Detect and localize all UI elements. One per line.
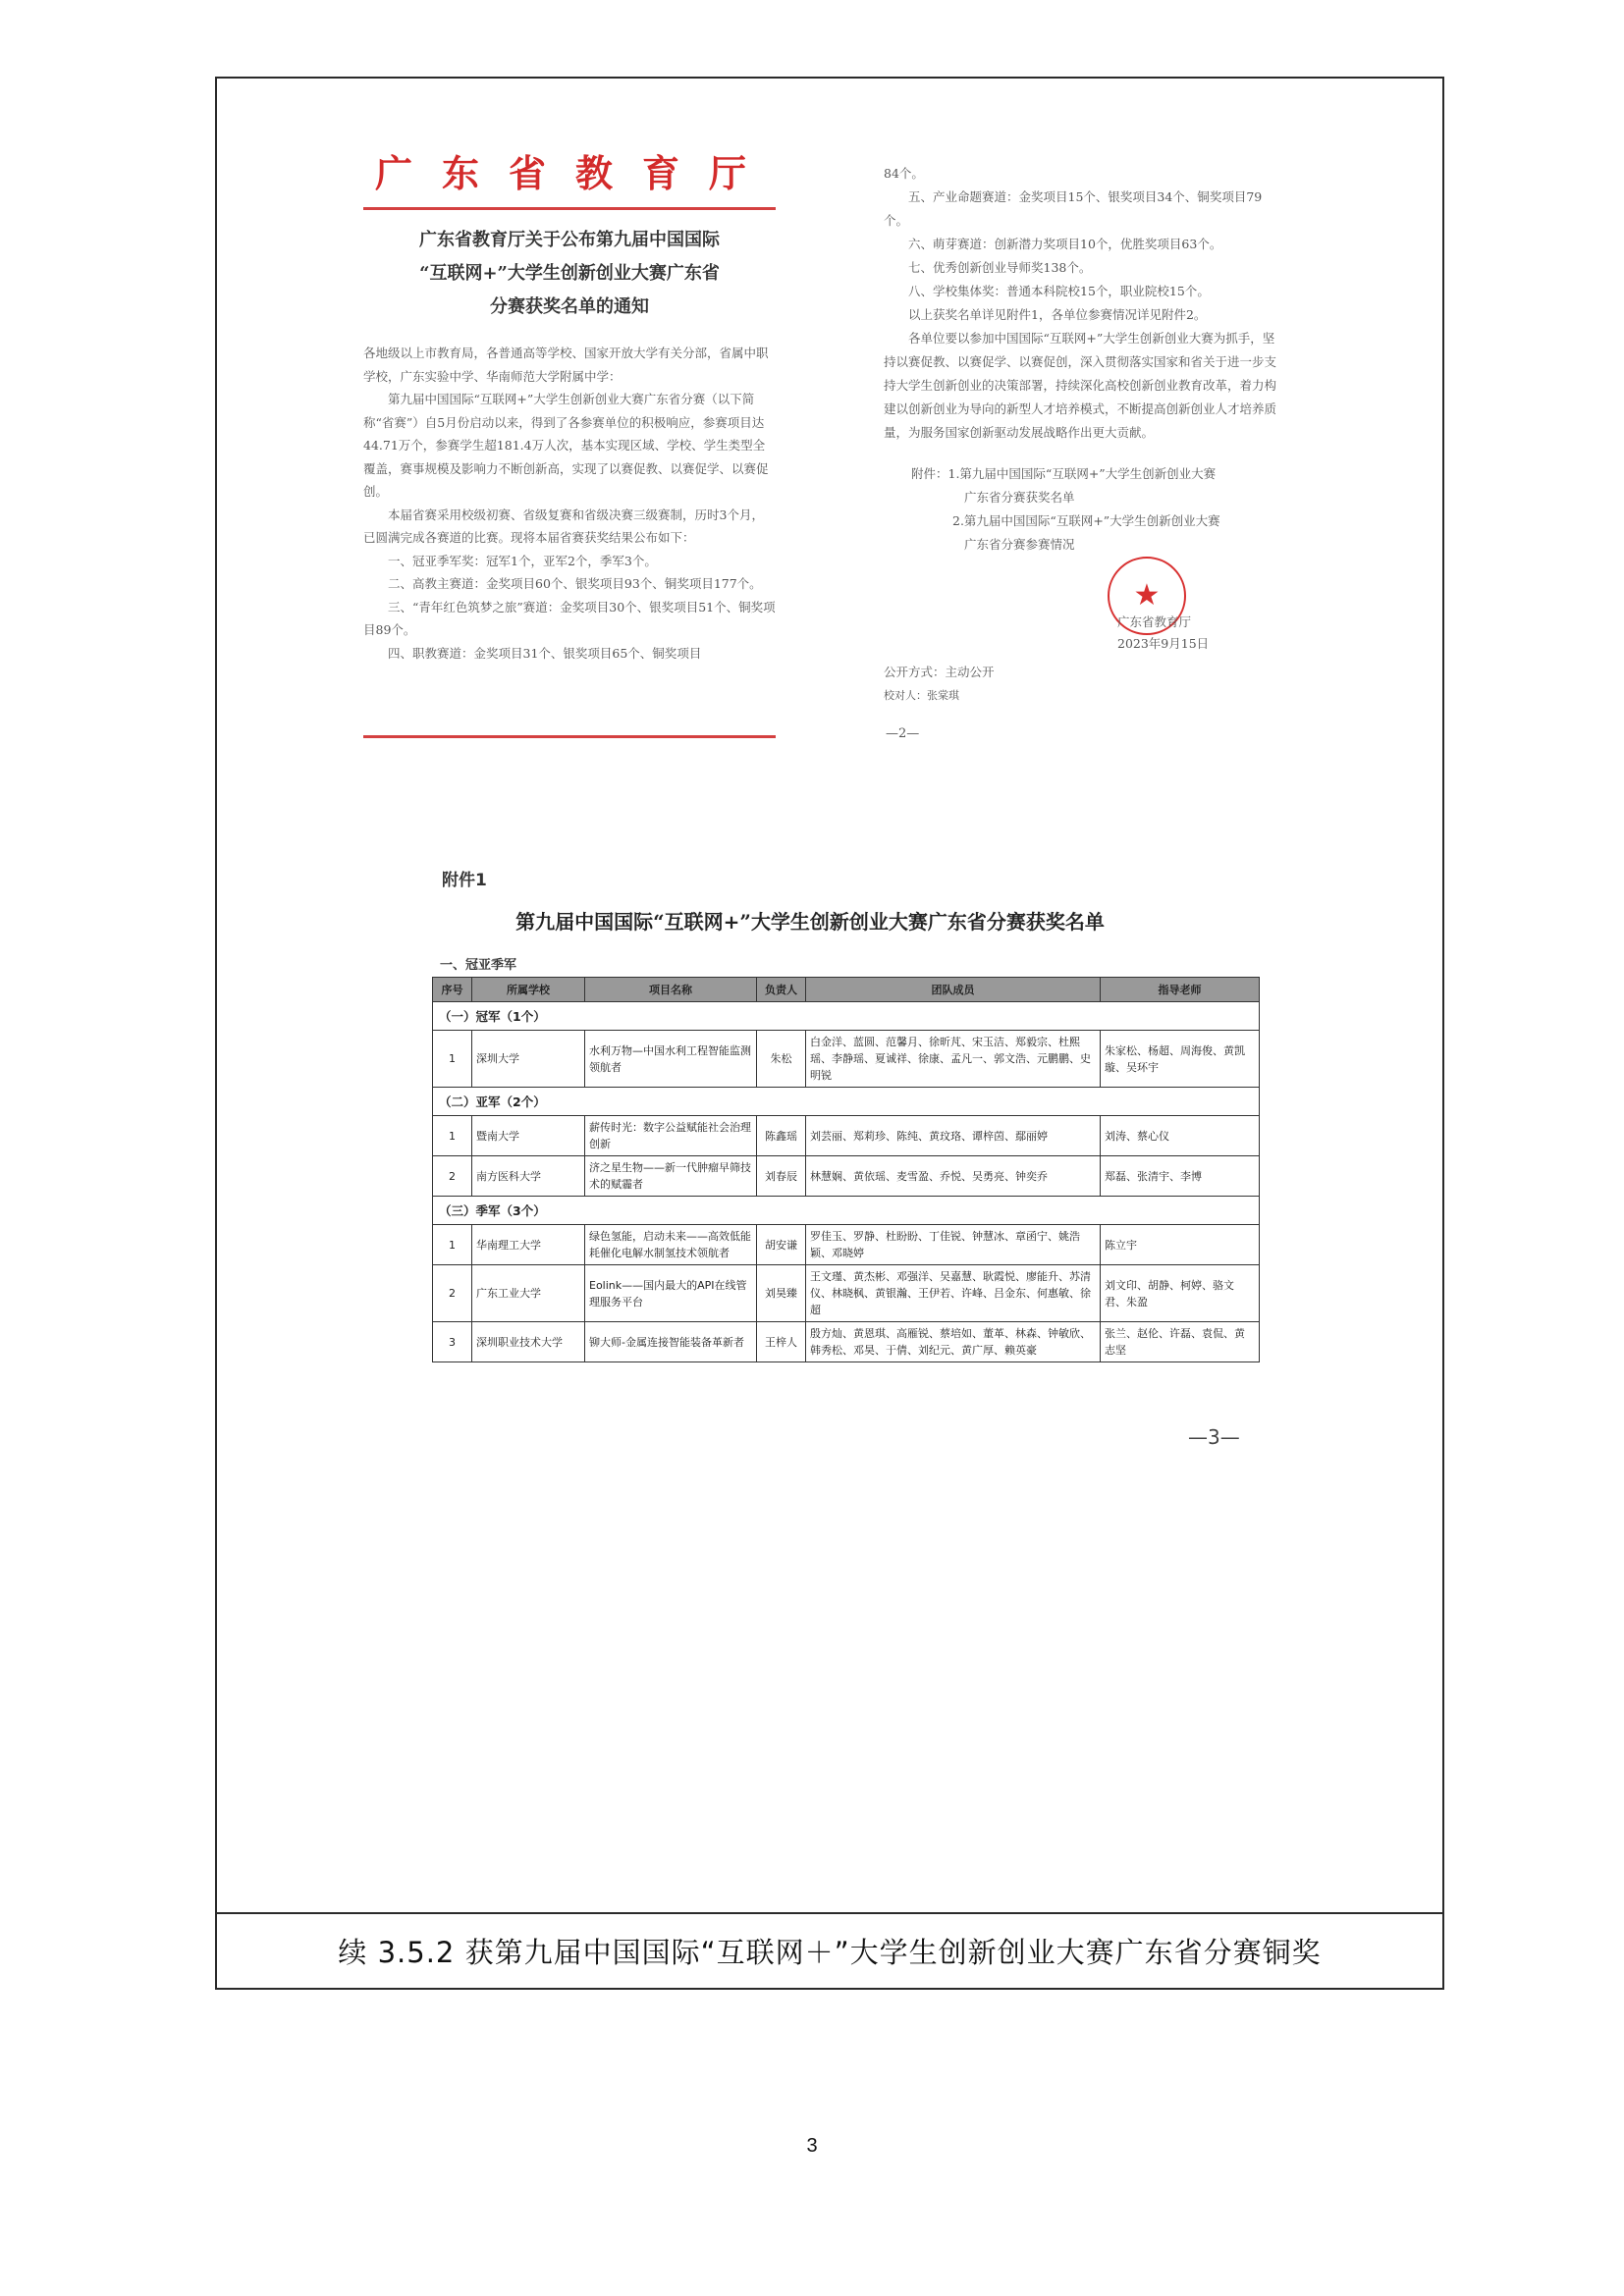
- cell-leader: 胡安谦: [757, 1225, 806, 1265]
- table-row: [433, 1156, 1260, 1197]
- paragraph: 八、学校集体奖：普通本科院校15个，职业院校15个。: [908, 284, 1210, 298]
- paragraph: 四、职教赛道：金奖项目31个、银奖项目65个、铜奖项目: [388, 645, 702, 661]
- seal-star-icon: ★: [1133, 578, 1161, 613]
- group-row: [433, 1088, 1260, 1116]
- attachment-item: 附件：1.第九届中国国际“互联网+”大学生创新创业大赛: [911, 466, 1217, 481]
- disclosure-mode: 公开方式：主动公开: [884, 665, 995, 679]
- table-row: [433, 1225, 1260, 1265]
- cell-mentors: 刘涛、蔡心仪: [1101, 1116, 1260, 1156]
- letterhead-rule: [363, 207, 776, 210]
- cell-leader: 陈鑫瑶: [757, 1116, 806, 1156]
- scanned-notice-left: [363, 137, 776, 746]
- attachment-item: 广东省分赛获奖名单: [964, 490, 1075, 505]
- paragraph: 各地级以上市教育局，各普通高等学校、国家开放大学有关分部，省属中职学校，广东实验中学、华南师范大学附属中学：: [363, 346, 769, 384]
- table-row: [433, 1322, 1260, 1362]
- page-number: 3: [806, 2135, 818, 2157]
- cell-mentors: 张兰、赵伦、许磊、袁侃、黄志坚: [1101, 1322, 1260, 1362]
- paragraph: 第九届中国国际“互联网+”大学生创新创业大赛广东省分赛（以下简称“省赛”）自5月份启动以来，得到了各参赛单位的积极响应，参赛项目达44.71万个，参赛学生超181.4万人次，基本实现区域、学校、学生类型全覆盖，赛事规模及影响力不断创新高，实现了以赛促教、以赛促学、以赛促创。: [363, 392, 769, 499]
- cell-project: Eolink——国内最大的API在线管理服务平台: [585, 1265, 757, 1322]
- cell-project: 铆大师-金属连接智能装备革新者: [585, 1322, 757, 1362]
- header-cell: 团队成员: [806, 978, 1101, 1002]
- cell-no: 3: [433, 1322, 472, 1362]
- cell-mentors: 刘文印、胡静、柯婷、骆文君、朱盈: [1101, 1265, 1260, 1322]
- cell-no: 2: [433, 1156, 472, 1197]
- cell-mentors: 朱家松、杨超、周海俊、黄凯璇、吴环宇: [1101, 1031, 1260, 1088]
- header-cell: 序号: [433, 978, 472, 1002]
- header-cell: 项目名称: [585, 978, 757, 1002]
- attachment-item: 广东省分赛参赛情况: [964, 537, 1075, 552]
- letterhead-title: 广东省教育厅: [375, 151, 777, 195]
- attachment-title: 第九届中国国际“互联网+”大学生创新创业大赛广东省分赛获奖名单: [515, 910, 1105, 934]
- cell-members: 白金洋、蓝圆、范馨月、徐昕芃、宋玉洁、郑毅宗、杜熙瑶、李静瑶、夏诚祥、徐康、孟凡一、郭文浩、元鹏鹏、史明锐: [806, 1031, 1101, 1088]
- group-label: （一）冠军（1个）: [433, 1002, 1260, 1031]
- page-mark: —2—: [886, 726, 920, 741]
- awards-table: [432, 977, 1260, 1362]
- cell-project: 济之星生物——新一代肿瘤早筛技术的赋霾者: [585, 1156, 757, 1197]
- cell-leader: 刘春辰: [757, 1156, 806, 1197]
- cell-school: 华南理工大学: [472, 1225, 585, 1265]
- notice-title-line: 广东省教育厅关于公布第九届中国国际: [419, 230, 720, 250]
- cell-leader: 王梓人: [757, 1322, 806, 1362]
- group-row: [433, 1002, 1260, 1031]
- scanned-notice-right: [884, 162, 1276, 741]
- table-header-row: [433, 978, 1260, 1002]
- cell-school: 深圳大学: [472, 1031, 585, 1088]
- paragraph: 六、萌芽赛道：创新潜力奖项目10个，优胜奖项目63个。: [908, 237, 1222, 251]
- cell-members: 王文瑾、黄杰彬、邓强洋、吴嘉慧、耿霞悦、廖能升、苏清仪、林晓枫、黄银瀚、王伊若、许峰、吕金东、何惠敏、徐超: [806, 1265, 1101, 1322]
- cell-no: 1: [433, 1031, 472, 1088]
- header-cell: 指导老师: [1101, 978, 1260, 1002]
- cell-no: 1: [433, 1225, 472, 1265]
- cell-mentors: 陈立宇: [1101, 1225, 1260, 1265]
- cell-project: 绿色氢能，启动未来——高效低能耗催化电解水制氢技术领航者: [585, 1225, 757, 1265]
- header-cell: 负责人: [757, 978, 806, 1002]
- cell-school: 南方医科大学: [472, 1156, 585, 1197]
- paragraph: 一、冠亚季军奖：冠军1个，亚军2个，季军3个。: [388, 553, 657, 568]
- cell-members: 林慧娴、黄依瑶、麦雪盈、乔悦、吴勇亮、钟奕乔: [806, 1156, 1101, 1197]
- notice-title-line: “互联网+”大学生创新创业大赛广东省: [419, 263, 720, 284]
- cell-members: 罗佳玉、罗静、杜盼盼、丁佳锐、钟慧冰、章函宁、姚浩颖、邓晓婷: [806, 1225, 1101, 1265]
- attachment-list: [884, 462, 1276, 557]
- publication-info: [884, 661, 995, 708]
- bottom-rule: [363, 735, 776, 738]
- cell-school: 广东工业大学: [472, 1265, 585, 1322]
- group-row: [433, 1197, 1260, 1225]
- cell-project: 薪传时光：数字公益赋能社会治理创新: [585, 1116, 757, 1156]
- table-row: [433, 1265, 1260, 1322]
- cell-mentors: 郑磊、张清宇、李博: [1101, 1156, 1260, 1197]
- notice-title-line: 分赛获奖名单的通知: [490, 296, 649, 317]
- cell-project: 水利万物—中国水利工程智能监测领航者: [585, 1031, 757, 1088]
- cell-no: 1: [433, 1116, 472, 1156]
- paragraph: 本届省赛采用校级初赛、省级复赛和省级决赛三级赛制，历时3个月，已圆满完成各赛道的比赛。现将本届省赛获奖结果公布如下：: [363, 507, 764, 545]
- notice-title: [363, 224, 776, 324]
- issue-date: 2023年9月15日: [1117, 636, 1210, 651]
- group-label: （二）亚军（2个）: [433, 1088, 1260, 1116]
- paragraph: 各单位要以参加中国国际“互联网+”大学生创新创业大赛为抓手，坚持以赛促教、以赛促学、以赛促创，深入贯彻落实国家和省关于进一步支持大学生创新创业的决策部署，持续深化高校创新创业教育改革，着力构建以创新创业为导向的新型人才培养模式，不断提高创新创业人才培养质量，为服务国家创新驱动发展战略作出更大贡献。: [884, 331, 1277, 440]
- cell-members: 殷方灿、黄恩琪、高雁锐、蔡培如、董革、林森、钟敏欣、韩秀松、邓昊、于倩、刘纪元、黄广厚、赖英豪: [806, 1322, 1101, 1362]
- paragraph: 84个。: [884, 166, 924, 181]
- attachment-label: 附件1: [442, 871, 487, 890]
- notice-body: [363, 342, 776, 665]
- group-label: （三）季军（3个）: [433, 1197, 1260, 1225]
- cell-members: 刘芸丽、郑莉珍、陈纯、黄玟珞、谭梓茵、鄢丽婷: [806, 1116, 1101, 1156]
- paragraph: 五、产业命题赛道：金奖项目15个、银奖项目34个、铜奖项目79个。: [884, 189, 1263, 228]
- section-label: 一、冠亚季军: [440, 958, 517, 973]
- signature-block: [1117, 612, 1209, 655]
- cell-leader: 朱松: [757, 1031, 806, 1088]
- cell-school: 暨南大学: [472, 1116, 585, 1156]
- cell-leader: 刘昊臻: [757, 1265, 806, 1322]
- paragraph: 二、高教主赛道：金奖项目60个、银奖项目93个、铜奖项目177个。: [388, 576, 762, 591]
- page-mark: —3—: [1188, 1425, 1240, 1449]
- paragraph: 三、“青年红色筑梦之旅”赛道：金奖项目30个、银奖项目51个、铜奖项目89个。: [363, 599, 776, 637]
- figure-caption: 续 3.5.2 获第九届中国国际“互联网＋”大学生创新创业大赛广东省分赛铜奖: [217, 1912, 1442, 1988]
- paragraph: 以上获奖名单详见附件1，各单位参赛情况详见附件2。: [908, 307, 1207, 322]
- attachment-item: 2.第九届中国国际“互联网+”大学生创新创业大赛: [952, 513, 1220, 528]
- table-row: [433, 1116, 1260, 1156]
- signer: 广东省教育厅: [1117, 614, 1192, 629]
- header-cell: 所属学校: [472, 978, 585, 1002]
- proofreader: 校对人：张棠琪: [884, 689, 959, 702]
- cell-school: 深圳职业技术大学: [472, 1322, 585, 1362]
- paragraph: 七、优秀创新创业导师奖138个。: [908, 260, 1092, 275]
- table-row: [433, 1031, 1260, 1088]
- cell-no: 2: [433, 1265, 472, 1322]
